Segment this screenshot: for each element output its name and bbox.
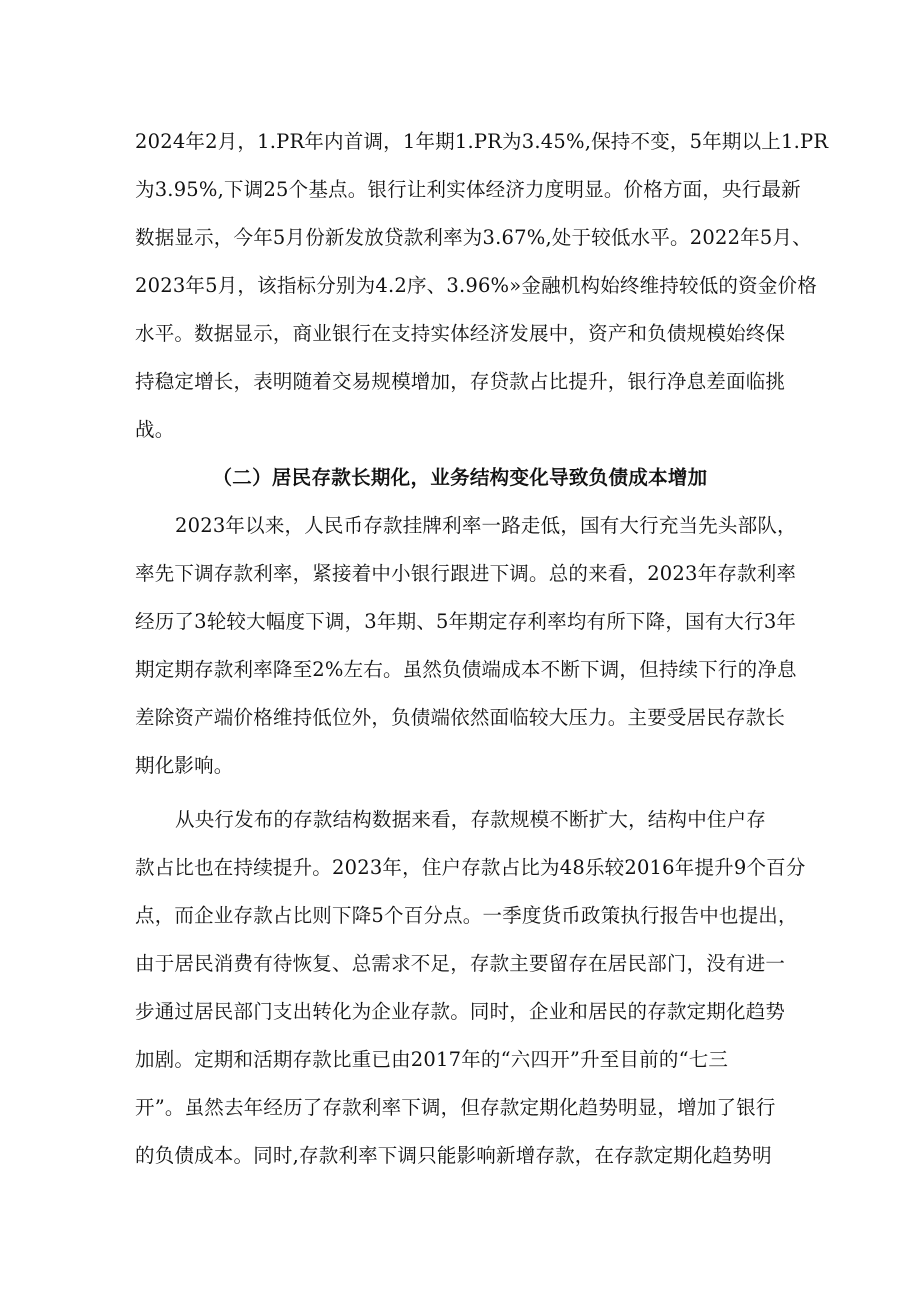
paragraph-line: 从央行发布的存款结构数据来看，存款规模不断扩大，结构中住户存 bbox=[175, 808, 767, 831]
paragraph-line: 水平。数据显示，商业银行在支持实体经济发展中，资产和负债规模始终保 bbox=[135, 322, 786, 345]
paragraph-line: 战。 bbox=[135, 418, 175, 441]
paragraph-line: 经历了3轮较大幅度下调，3年期、5年期定存利率均有所下降，国有大行3年 bbox=[135, 610, 797, 633]
paragraph-line: 率先下调存款利率，紧接着中小银行跟进下调。总的来看，2023年存款利率 bbox=[135, 562, 797, 585]
paragraph-line: 开”。虽然去年经历了存款利率下调，但存款定期化趋势明显，增加了银行 bbox=[135, 1096, 776, 1119]
paragraph-line: 加剧。定期和活期存款比重已由2017年的“六四开”升至目前的“七三 bbox=[135, 1048, 729, 1071]
paragraph-line: 由于居民消费有待恢复、总需求不足，存款主要留存在居民部门，没有进一 bbox=[135, 952, 786, 975]
paragraph-line: 步通过居民部门支出转化为企业存款。同时，企业和居民的存款定期化趋势 bbox=[135, 1000, 786, 1023]
paragraph-line: 数据显示，今年5月份新发放贷款利率为3.67%,处于较低水平。2022年5月、 bbox=[135, 226, 812, 249]
paragraph-line: 持稳定增长，表明随着交易规模增加，存贷款占比提升，银行净息差面临挑 bbox=[135, 370, 786, 393]
paragraph-line: 点，而企业存款占比则下降5个百分点。一季度货币政策执行报告中也提出， bbox=[135, 904, 798, 927]
paragraph-line: 2023年以来，人民币存款挂牌利率一路走低，国有大行充当先头部队， bbox=[175, 514, 797, 537]
paragraph-line: 差除资产端价格维持低位外，负债端依然面临较大压力。主要受居民存款长 bbox=[135, 706, 786, 729]
paragraph-line: 的负债成本。同时,存款利率下调只能影响新增存款，在存款定期化趋势明 bbox=[135, 1144, 772, 1167]
paragraph-line: 期定期存款利率降至2%左右。虽然负债端成本不断下调，但持续下行的净息 bbox=[135, 658, 797, 681]
paragraph-line: 2024年2月，1.PR年内首调，1年期1.PR为3.45%,保持不变，5年期以上1.PR bbox=[135, 130, 829, 153]
section-heading: （二）居民存款长期化，业务结构变化导致负债成本增加 bbox=[212, 466, 708, 489]
paragraph-line: 为3.95%,下调25个基点。银行让利实体经济力度明显。价格方面，央行最新 bbox=[135, 178, 801, 201]
paragraph-line: 期化影响。 bbox=[135, 754, 234, 777]
paragraph-line: 2023年5月，该指标分别为4.2序、3.96%»金融机构始终维持较低的资金价格 bbox=[135, 274, 817, 297]
paragraph-line: 款占比也在持续提升。2023年，住户存款占比为48乐较2016年提升9个百分 bbox=[135, 856, 806, 879]
